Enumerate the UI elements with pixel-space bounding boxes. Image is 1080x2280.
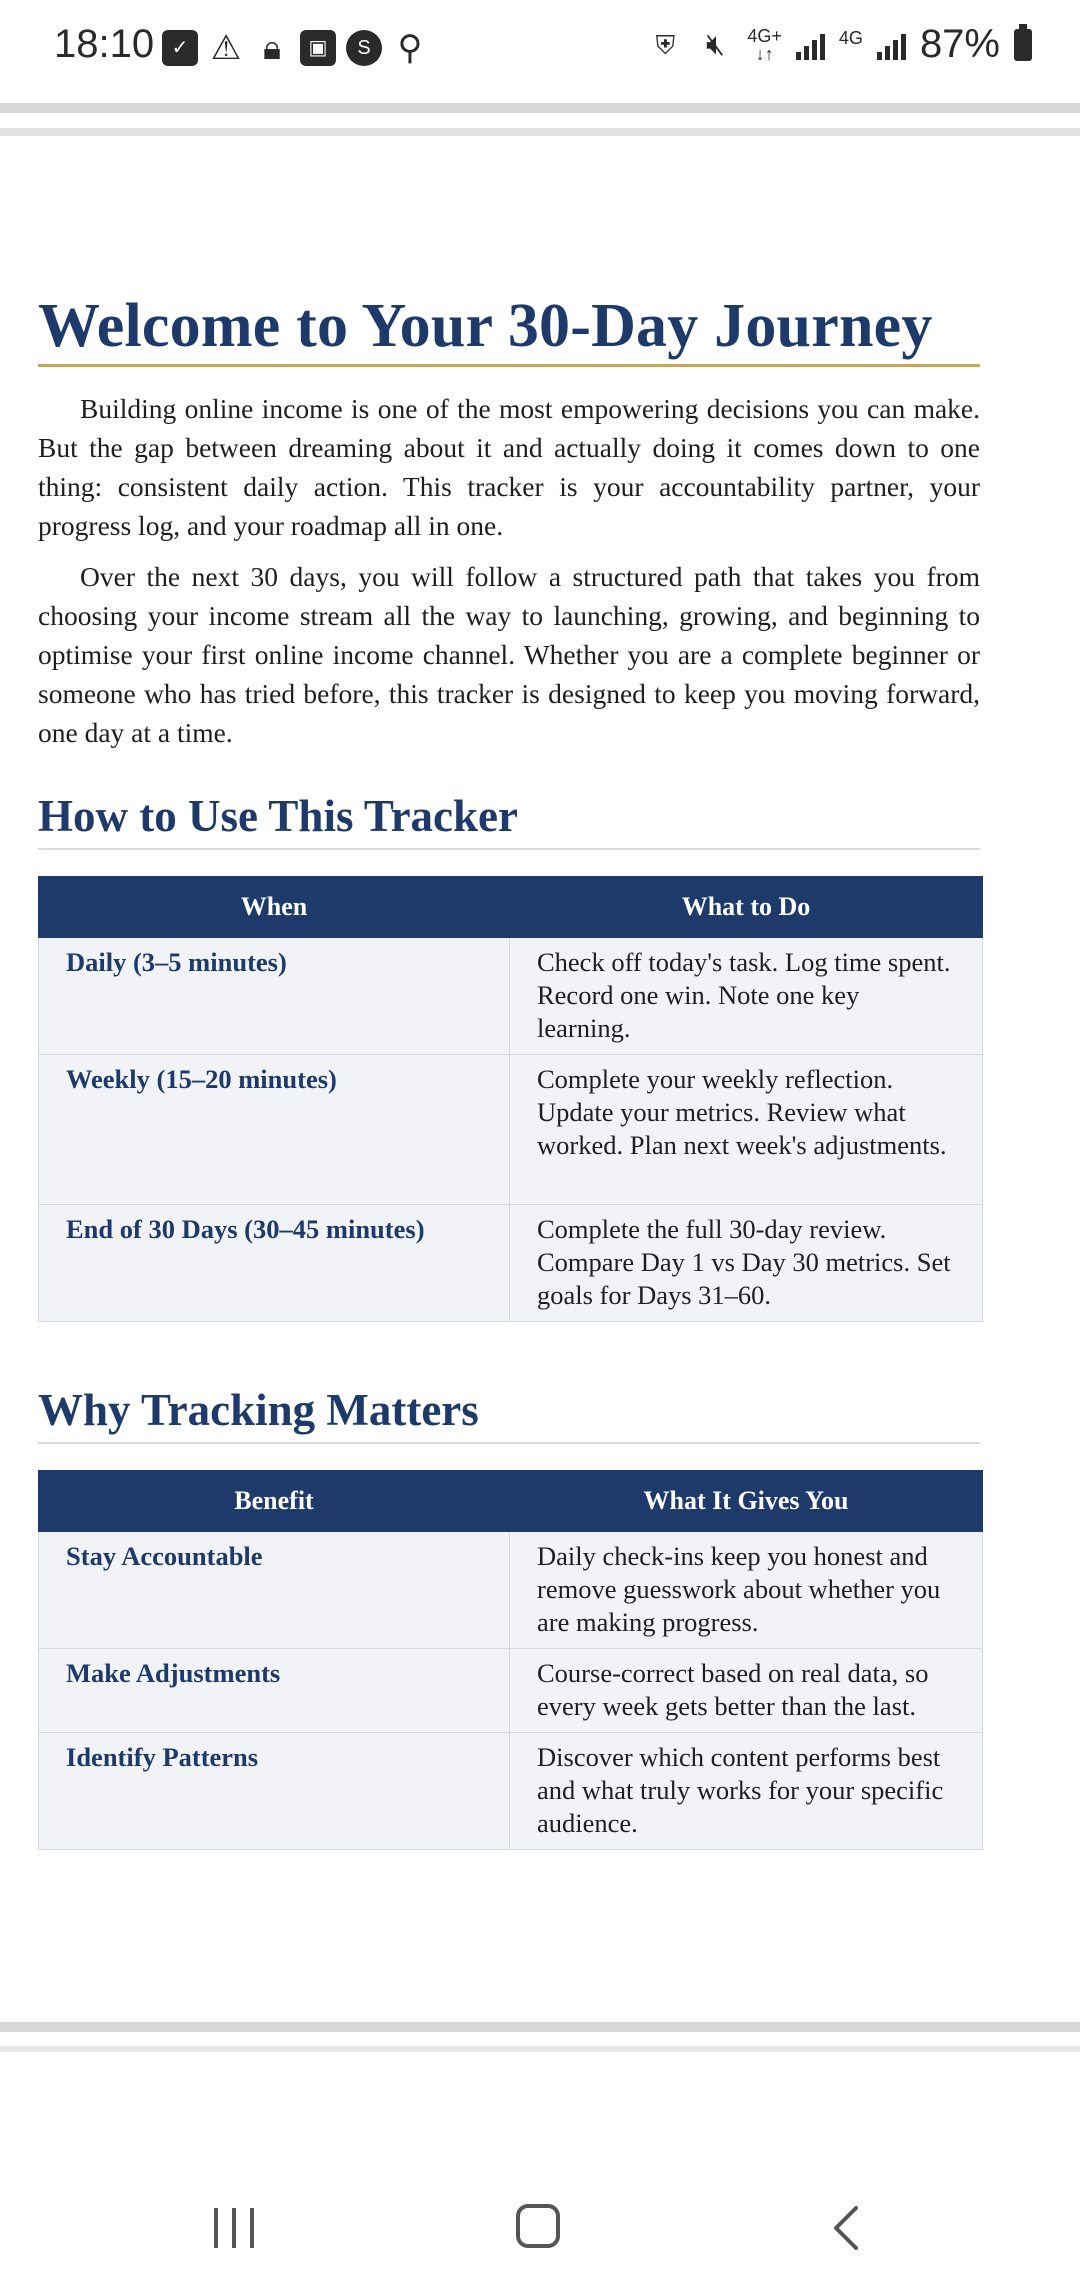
row-label: End of 30 Days (30–45 minutes)	[39, 1205, 510, 1322]
app-notification-icon: ✓	[162, 30, 198, 66]
table-row	[39, 1532, 983, 1649]
row-value: Course-correct based on real data, so every week gets better than the last.	[510, 1649, 983, 1733]
viewer-bottom-divider-2	[0, 2046, 1080, 2052]
network-4g-plus: 4G+ ↓↑	[747, 25, 782, 64]
battery-icon	[1014, 29, 1032, 61]
viewer-top-divider-2	[0, 128, 1080, 136]
battery-saver-icon: ⛨	[655, 29, 676, 60]
how-to-use-table	[38, 876, 983, 1322]
row-value: Daily check-ins keep you honest and remove guesswork about whether you are making progress.	[510, 1532, 983, 1649]
row-value: Complete your weekly reflection. Update your metrics. Review what worked. Plan next week's adjustments.	[510, 1055, 983, 1205]
status-bar	[0, 0, 1080, 100]
network-4g: 4G	[838, 27, 863, 48]
column-header: When	[39, 877, 510, 938]
table-row	[39, 1649, 983, 1733]
section-heading-why: Why Tracking Matters	[38, 1385, 479, 1435]
title-underline	[38, 364, 980, 367]
table-row	[39, 1055, 983, 1205]
recent-apps-icon-bar	[232, 2208, 236, 2248]
row-label: Weekly (15–20 minutes)	[39, 1055, 510, 1205]
row-label: Make Adjustments	[39, 1649, 510, 1733]
intro-paragraph-1: Building online income is one of the most empowering decisions you can make. But the gap between dreaming about it and actually doing it comes down to one thing: consistent daily action. This tracker is your accountability partner, your progress log, and your roadmap all in one.	[38, 393, 980, 541]
system-nav-bar	[0, 2160, 1080, 2280]
table-row	[39, 938, 983, 1055]
lock-icon: 🔒︎	[262, 29, 282, 67]
mute-icon: 🔇︎	[705, 27, 725, 61]
status-time: 18:10	[54, 22, 155, 66]
home-button[interactable]	[516, 2204, 560, 2248]
table-row	[39, 1205, 983, 1322]
recent-apps-icon-bar	[250, 2208, 254, 2248]
signal-icon	[796, 30, 825, 60]
row-value: Check off today's task. Log time spent. Record one win. Note one key learning.	[510, 938, 983, 1055]
table-header-row	[39, 877, 983, 938]
why-tracking-table	[38, 1470, 983, 1850]
intro-paragraph-2: Over the next 30 days, you will follow a structured path that takes you from choosing your income stream all the way to launching, growing, and beginning to optimise your first online income channel. Whether you are a complete beginner or someone who has tried before, this tracker is designed to keep you moving forward, one day at a time.	[38, 561, 980, 748]
table-header-row	[39, 1471, 983, 1532]
page-title: Welcome to Your 30-Day Journey	[38, 292, 933, 360]
section-heading-how: How to Use This Tracker	[38, 791, 518, 841]
viewer-bottom-divider	[0, 2022, 1080, 2032]
system-indicators	[647, 22, 1032, 67]
notification-icons	[162, 30, 428, 66]
warning-icon: ⚠	[210, 29, 242, 67]
recent-apps-button[interactable]	[214, 2198, 254, 2258]
row-label: Identify Patterns	[39, 1733, 510, 1850]
row-value: Discover which content performs best and what truly works for your specific audience.	[510, 1733, 983, 1850]
column-header: What It Gives You	[510, 1471, 983, 1532]
signal-2-icon	[877, 30, 906, 60]
column-header: Benefit	[39, 1471, 510, 1532]
column-header: What to Do	[510, 877, 983, 938]
section-rule	[38, 1442, 980, 1444]
viewer-top-divider	[0, 103, 1080, 113]
document-page[interactable]	[38, 290, 980, 1850]
row-label: Stay Accountable	[39, 1532, 510, 1649]
s-app-icon: S	[346, 30, 382, 66]
section-rule	[38, 848, 980, 850]
table-row	[39, 1733, 983, 1850]
recent-apps-icon	[214, 2208, 218, 2248]
image-icon: ▣	[300, 30, 336, 66]
row-label: Daily (3–5 minutes)	[39, 938, 510, 1055]
back-button[interactable]	[826, 2198, 886, 2258]
vpn-icon: ⚲	[397, 29, 423, 67]
row-value: Complete the full 30-day review. Compare Day 1 vs Day 30 metrics. Set goals for Days 31–60.	[510, 1205, 983, 1322]
back-chevron-icon	[826, 2198, 866, 2258]
battery-percent: 87%	[919, 22, 1000, 66]
